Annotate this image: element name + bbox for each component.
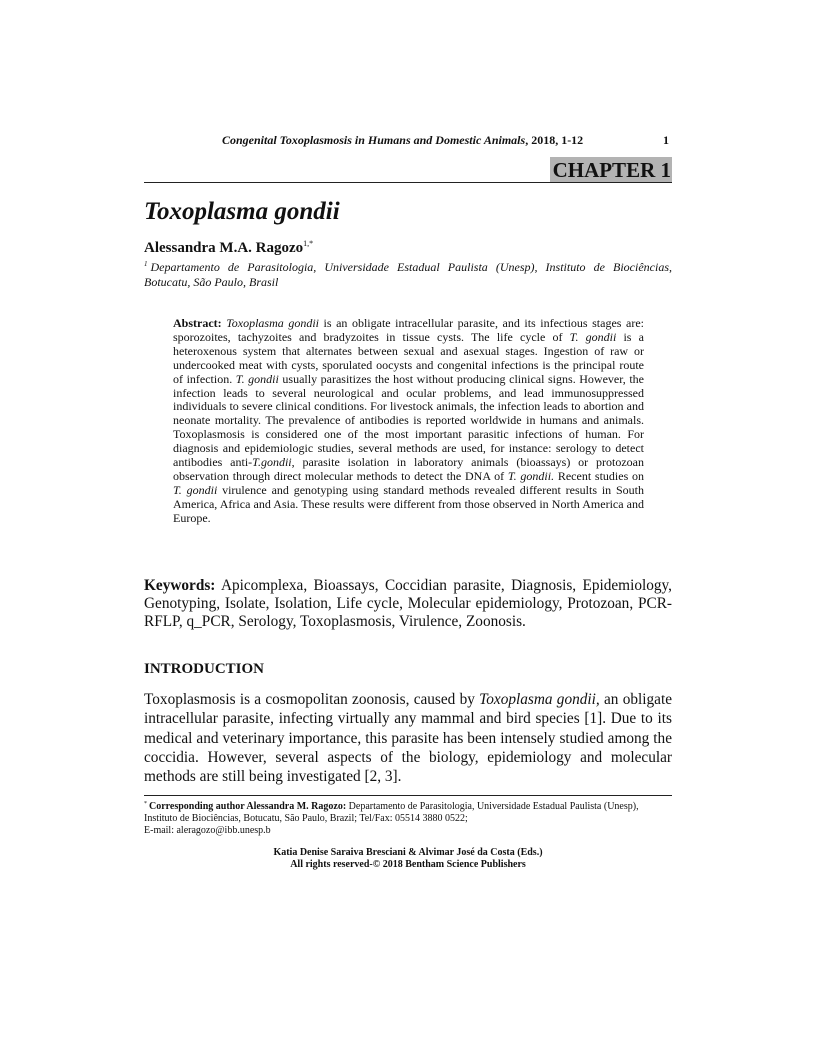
body-text: virulence and genotyping using standard methods revealed different results in South America, Africa and Asia. These results were different from those observed in North America and Europe. xyxy=(173,482,645,525)
editors-line: Katia Denise Saraiva Bresciani & Alvimar José da Costa (Eds.) xyxy=(273,847,543,858)
introduction-paragraph xyxy=(144,690,672,786)
article-title: Toxoplasma gondii xyxy=(144,198,340,225)
author-name: Alessandra M.A. Ragozo xyxy=(144,240,304,256)
keywords-label: Keywords: xyxy=(144,577,216,594)
body-text: Toxoplasmosis is a cosmopolitan zoonosis, caused by xyxy=(144,691,480,708)
italic-text: T.gondii xyxy=(252,455,292,470)
publisher-info xyxy=(144,847,672,871)
section-heading-introduction: INTRODUCTION xyxy=(144,661,265,677)
affiliation-marker: 1 xyxy=(144,260,148,268)
italic-text: T. gondii xyxy=(569,329,617,344)
page-number: 1 xyxy=(663,133,669,147)
body-text: usually parasitizes the host without producing clinical signs. However, the infection leads to several neurological and ocular problems, and lead immunosuppressed individuals to severe clinical conditions. For livestock animals, the infection leads to abortion and neonate mortality. The prevalence of antibodies is reported worldwide in humans and animals. Toxoplasmosis is considered one of the most important parasitic infections of human. For diagnosis and epidemiologic studies, several methods are used, for instance: serology to detect antibodies anti- xyxy=(173,371,644,470)
footnote xyxy=(144,798,672,837)
italic-text: T. gondii xyxy=(235,371,279,386)
italic-text: Toxoplasma gondii xyxy=(226,316,319,330)
rights-line: All rights reserved-© 2018 Bentham Science Publishers xyxy=(290,859,526,870)
body-text: is a heteroxenous system that alternates between sexual and asexual stages. Ingestion of raw or undercooked meat with cysts, sporulated oocysts and congenital infections is the principal route of infection. xyxy=(173,329,644,386)
footnote-marker: * xyxy=(144,801,147,807)
footnote-label: Corresponding author Alessandra M. Ragozo: xyxy=(149,801,347,812)
footnote-rule xyxy=(144,795,672,796)
italic-text: T. gondii. xyxy=(507,468,555,483)
affiliation-text: Departamento de Parasitologia, Universidade Estadual Paulista (Unesp), Instituto de Biociências, Botucatu, São Paulo, Brasil xyxy=(144,260,672,289)
abstract-label: Abstract: xyxy=(173,316,222,330)
body-text: an obligate intracellular parasite, infecting virtually any mammal and bird species [1]. Due to its medical and veterinary importance, this parasite has been intensely studied among the coccidia. However, several aspects of the biology, epidemiology and molecular methods are still being investigated [2, 3]. xyxy=(144,691,672,786)
header-rule xyxy=(144,182,672,183)
footnote-text: Departamento de Parasitologia, Universidade Estadual Paulista (Unesp), Instituto de Biociências, Botucatu, São Paulo, Brazil; Tel/Fax: 05514 3880 0522; xyxy=(144,801,639,824)
book-title: Congenital Toxoplasmosis in Humans and Domestic Animals xyxy=(222,133,526,147)
chapter-label: CHAPTER 1 xyxy=(550,157,672,182)
italic-text: T. gondii xyxy=(173,482,218,497)
abstract xyxy=(173,317,644,526)
author-superscript: 1,* xyxy=(303,239,314,248)
author xyxy=(144,235,313,257)
running-head-title xyxy=(222,133,583,148)
abstract-body xyxy=(173,316,644,525)
italic-text: Toxoplasma gondii, xyxy=(479,691,600,708)
year-pages: , 2018, 1-12 xyxy=(525,133,584,147)
affiliation xyxy=(144,257,672,290)
body-text: Recent studies on xyxy=(554,468,645,483)
body-text: is an obligate intracellular parasite, and its infectious stages are: sporozoites, tachyzoites and bradyzoites in tissue cysts. The life cycle of xyxy=(173,316,644,344)
keywords-text: Apicomplexa, Bioassays, Coccidian parasite, Diagnosis, Epidemiology, Genotyping, Isolate, Isolation, Life cycle, Molecular epidemiology, Protozoan, PCR-RFLP, q_PCR, Serology, Toxoplasmosis, Virulence, Zoonosis. xyxy=(144,577,672,631)
footnote-email: E-mail: aleragozo@ibb.unesp.b xyxy=(144,825,271,836)
body-text: , parasite isolation in laboratory animals (bioassays) or protozoan observation through direct molecular methods to detect the DNA of xyxy=(173,455,644,483)
keywords xyxy=(144,577,672,632)
